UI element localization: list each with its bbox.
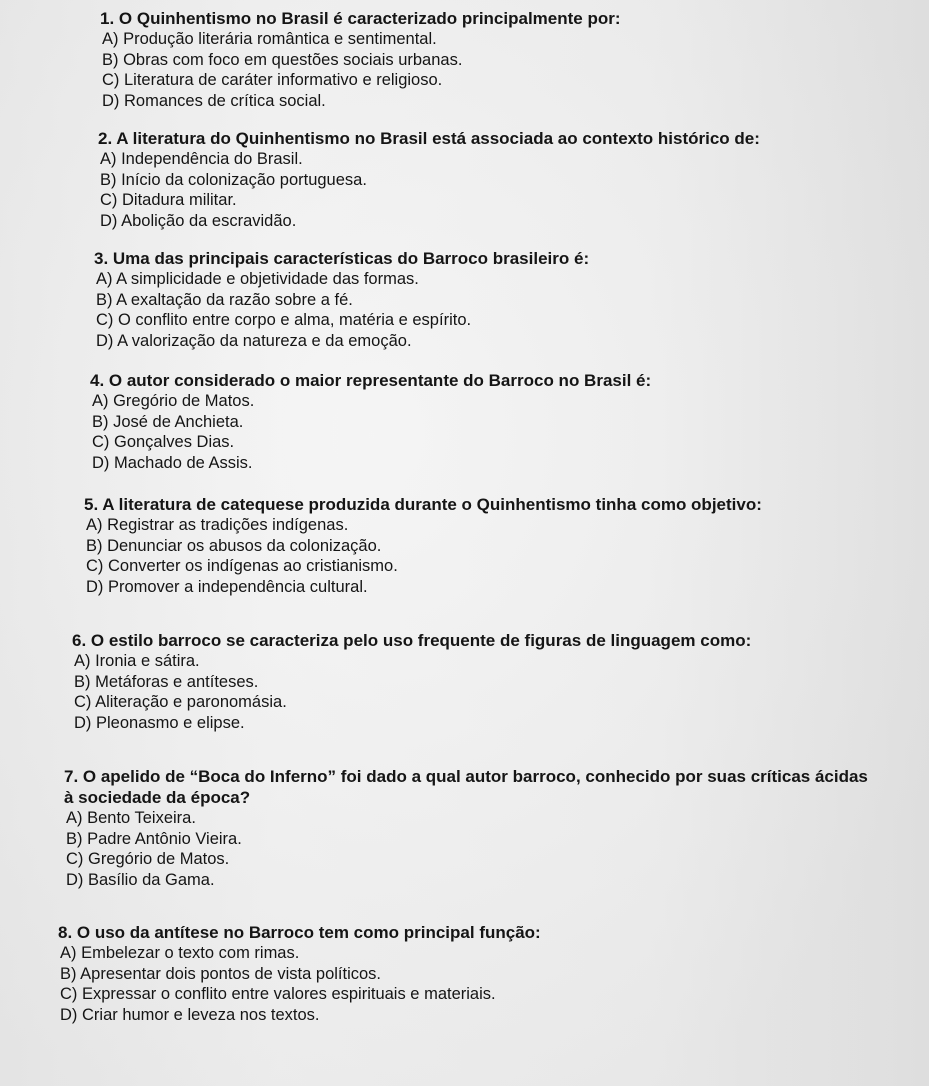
question-5 [84,494,904,597]
question-1 [100,8,900,111]
option-c: C) Ditadura militar. [100,191,237,209]
option-b: B) Início da colonização portuguesa. [100,170,367,189]
question-text: 2. A literatura do Quinhentismo no Brasil está associada ao contexto histórico de: [98,129,760,148]
option-d: D) Promover a independência cultural. [86,577,368,596]
option-c: C) Gregório de Matos. [66,850,230,868]
question-2 [98,128,908,231]
question-text: 7. O apelido de “Boca do Inferno” foi dado a qual autor barroco, conhecido por suas críticas ácidas à sociedade da época? [64,767,868,807]
option-a: A) Embelezar o texto com rimas. [60,944,300,962]
option-b: B) José de Anchieta. [92,412,244,431]
question-7 [64,766,874,890]
option-c: C) Converter os indígenas ao cristianismo. [86,557,398,575]
question-3 [94,248,894,351]
question-6 [72,630,902,733]
option-b: B) Padre Antônio Vieira. [66,829,242,848]
option-a: A) Gregório de Matos. [92,392,255,410]
option-d: D) Basílio da Gama. [66,870,215,889]
option-c: C) Aliteração e paronomásia. [74,693,287,711]
option-b: B) Denunciar os abusos da colonização. [86,536,382,555]
option-b: B) Apresentar dois pontos de vista políticos. [60,964,382,983]
option-a: A) Bento Teixeira. [66,809,196,827]
question-text: 4. O autor considerado o maior representante do Barroco no Brasil é: [90,371,652,390]
option-a: A) Produção literária romântica e sentimental. [102,30,437,48]
option-c: C) O conflito entre corpo e alma, matéria e espírito. [96,311,472,329]
question-text: 5. A literatura de catequese produzida durante o Quinhentismo tinha como objetivo: [84,495,762,514]
question-4 [90,370,890,473]
option-c: C) Expressar o conflito entre valores espirituais e materiais. [60,985,496,1003]
option-d: D) Romances de crítica social. [102,91,326,110]
option-d: D) Criar humor e leveza nos textos. [60,1005,320,1024]
option-c: C) Literatura de caráter informativo e religioso. [102,71,443,89]
question-text: 3. Uma das principais características do Barroco brasileiro é: [94,249,590,268]
question-8 [58,922,878,1025]
option-d: D) Abolição da escravidão. [100,211,297,230]
option-d: D) A valorização da natureza e da emoção. [96,331,412,350]
option-a: A) Registrar as tradições indígenas. [86,516,349,534]
option-d: D) Machado de Assis. [92,453,253,472]
option-a: A) Independência do Brasil. [100,150,303,168]
question-text: 1. O Quinhentismo no Brasil é caracterizado principalmente por: [100,9,621,28]
option-a: A) Ironia e sátira. [74,652,200,670]
option-d: D) Pleonasmo e elipse. [74,713,245,732]
option-b: B) A exaltação da razão sobre a fé. [96,290,353,309]
question-text: 6. O estilo barroco se caracteriza pelo uso frequente de figuras de linguagem como: [72,631,752,650]
question-text: 8. O uso da antítese no Barroco tem como principal função: [58,923,541,942]
option-a: A) A simplicidade e objetividade das formas. [96,270,419,288]
option-b: B) Obras com foco em questões sociais urbanas. [102,50,463,69]
option-c: C) Gonçalves Dias. [92,433,235,451]
option-b: B) Metáforas e antíteses. [74,672,259,691]
